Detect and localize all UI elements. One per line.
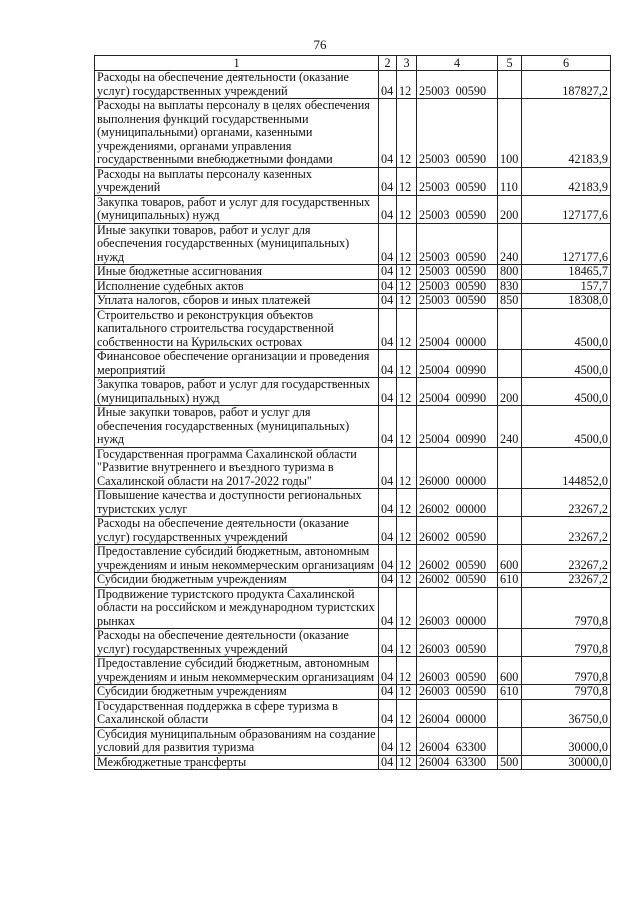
column-header-amount: 6 [522,56,611,71]
row-target-code: 25003 00590 [417,71,498,99]
table-row [95,629,611,657]
table-row [95,167,611,195]
budget-table [94,55,611,770]
row-name: Субсидии бюджетным учреждениям [95,573,379,588]
row-amount: 4500,0 [522,350,611,378]
row-expense-type: 610 [498,685,522,700]
row-name: Государственная программа Сахалинской области "Развитие внутреннего и въездного туризма в Сахалинской области на 2017-2022 годы" [95,447,379,489]
row-expense-type [498,629,522,657]
row-target-code: 25004 00990 [417,350,498,378]
row-target-code: 25004 00000 [417,308,498,350]
row-amount: 127177,6 [522,223,611,265]
row-expense-type: 830 [498,279,522,294]
row-name: Строительство и реконструкция объектов капитального строительства государственной собственности на Курильских островах [95,308,379,350]
row-section: 04 [379,406,397,448]
column-header-section: 2 [379,56,397,71]
row-subsection: 12 [397,587,417,629]
row-target-code: 25004 00990 [417,406,498,448]
row-target-code: 26002 00590 [417,517,498,545]
row-amount: 7970,8 [522,657,611,685]
row-target-code: 25003 00590 [417,294,498,309]
row-expense-type [498,587,522,629]
row-section: 04 [379,587,397,629]
row-expense-type: 610 [498,573,522,588]
column-header-expense-type: 5 [498,56,522,71]
row-section: 04 [379,489,397,517]
table-row [95,517,611,545]
row-section: 04 [379,378,397,406]
row-subsection: 12 [397,71,417,99]
row-section: 04 [379,447,397,489]
row-name: Межбюджетные трансферты [95,755,379,770]
table-body [95,71,611,770]
table-row [95,545,611,573]
table-row [95,223,611,265]
row-subsection: 12 [397,195,417,223]
table-header [95,56,611,71]
table-row [95,308,611,350]
row-name: Финансовое обеспечение организации и проведения мероприятий [95,350,379,378]
row-name: Расходы на выплаты персоналу в целях обеспечения выполнения функций государственными (муниципальными) органами, казенными учреждениями, органами управления государственными внебюджетными фондами [95,99,379,168]
row-target-code: 26004 63300 [417,727,498,755]
row-section: 04 [379,573,397,588]
row-section: 04 [379,727,397,755]
row-subsection: 12 [397,406,417,448]
row-expense-type [498,489,522,517]
row-section: 04 [379,167,397,195]
table-row [95,685,611,700]
row-subsection: 12 [397,99,417,168]
row-target-code: 25003 00590 [417,223,498,265]
row-subsection: 12 [397,294,417,309]
row-name: Расходы на выплаты персоналу казенных учреждений [95,167,379,195]
row-target-code: 26002 00590 [417,573,498,588]
row-expense-type: 110 [498,167,522,195]
table-row [95,489,611,517]
row-section: 04 [379,308,397,350]
row-target-code: 26002 00590 [417,545,498,573]
row-amount: 144852,0 [522,447,611,489]
row-expense-type: 500 [498,755,522,770]
row-amount: 30000,0 [522,727,611,755]
row-expense-type: 240 [498,223,522,265]
row-name: Государственная поддержка в сфере туризма в Сахалинской области [95,699,379,727]
row-expense-type [498,71,522,99]
row-subsection: 12 [397,447,417,489]
row-name: Иные закупки товаров, работ и услуг для обеспечения государственных (муниципальных) нужд [95,406,379,448]
row-expense-type: 600 [498,545,522,573]
row-section: 04 [379,545,397,573]
row-name: Субсидии бюджетным учреждениям [95,685,379,700]
row-subsection: 12 [397,265,417,280]
row-section: 04 [379,517,397,545]
row-section: 04 [379,195,397,223]
row-section: 04 [379,755,397,770]
row-name: Предоставление субсидий бюджетным, автономным учреждениям и иным некоммерческим организациям [95,545,379,573]
table-row [95,279,611,294]
table-row [95,755,611,770]
row-subsection: 12 [397,545,417,573]
row-amount: 157,7 [522,279,611,294]
table-row [95,727,611,755]
row-subsection: 12 [397,223,417,265]
column-header-subsection: 3 [397,56,417,71]
row-section: 04 [379,699,397,727]
row-amount: 42183,9 [522,167,611,195]
row-amount: 127177,6 [522,195,611,223]
row-target-code: 26003 00590 [417,657,498,685]
row-target-code: 26003 00000 [417,587,498,629]
column-header-target-code: 4 [417,56,498,71]
row-subsection: 12 [397,517,417,545]
row-target-code: 25004 00990 [417,378,498,406]
row-amount: 4500,0 [522,308,611,350]
row-expense-type: 800 [498,265,522,280]
table-row [95,406,611,448]
table-row [95,265,611,280]
row-name: Исполнение судебных актов [95,279,379,294]
row-expense-type: 200 [498,195,522,223]
row-amount: 18465,7 [522,265,611,280]
table-row [95,350,611,378]
row-subsection: 12 [397,755,417,770]
row-name: Закупка товаров, работ и услуг для государственных (муниципальных) нужд [95,378,379,406]
table-row [95,378,611,406]
row-subsection: 12 [397,573,417,588]
row-name: Уплата налогов, сборов и иных платежей [95,294,379,309]
row-target-code: 25003 00590 [417,167,498,195]
row-name: Иные закупки товаров, работ и услуг для обеспечения государственных (муниципальных) нужд [95,223,379,265]
row-section: 04 [379,99,397,168]
page-number: 76 [313,37,327,52]
row-name: Закупка товаров, работ и услуг для государственных (муниципальных) нужд [95,195,379,223]
row-target-code: 26002 00000 [417,489,498,517]
row-section: 04 [379,685,397,700]
row-expense-type [498,308,522,350]
row-subsection: 12 [397,279,417,294]
row-amount: 36750,0 [522,699,611,727]
row-amount: 4500,0 [522,406,611,448]
row-target-code: 25003 00590 [417,99,498,168]
row-amount: 23267,2 [522,573,611,588]
table-row [95,447,611,489]
row-amount: 7970,8 [522,629,611,657]
row-expense-type: 200 [498,378,522,406]
row-subsection: 12 [397,699,417,727]
row-expense-type [498,517,522,545]
row-amount: 187827,2 [522,71,611,99]
row-expense-type [498,727,522,755]
table-row [95,573,611,588]
row-subsection: 12 [397,685,417,700]
row-section: 04 [379,265,397,280]
row-amount: 7970,8 [522,587,611,629]
row-subsection: 12 [397,350,417,378]
row-target-code: 26000 00000 [417,447,498,489]
row-section: 04 [379,223,397,265]
row-subsection: 12 [397,378,417,406]
row-name: Иные бюджетные ассигнования [95,265,379,280]
row-name: Продвижение туристского продукта Сахалинской области на российском и международном туристских рынках [95,587,379,629]
row-name: Расходы на обеспечение деятельности (оказание услуг) государственных учреждений [95,517,379,545]
row-amount: 23267,2 [522,489,611,517]
column-header-name: 1 [95,56,379,71]
row-name: Субсидия муниципальным образованиям на создание условий для развития туризма [95,727,379,755]
row-target-code: 25003 00590 [417,279,498,294]
row-amount: 30000,0 [522,755,611,770]
row-expense-type [498,447,522,489]
row-expense-type: 600 [498,657,522,685]
row-section: 04 [379,350,397,378]
row-amount: 18308,0 [522,294,611,309]
row-section: 04 [379,294,397,309]
row-expense-type [498,350,522,378]
row-section: 04 [379,279,397,294]
table-row [95,587,611,629]
row-target-code: 25003 00590 [417,195,498,223]
table-row [95,294,611,309]
row-subsection: 12 [397,629,417,657]
row-amount: 7970,8 [522,685,611,700]
row-name: Расходы на обеспечение деятельности (оказание услуг) государственных учреждений [95,629,379,657]
row-expense-type: 240 [498,406,522,448]
row-expense-type: 100 [498,99,522,168]
row-target-code: 26004 63300 [417,755,498,770]
row-target-code: 26003 00590 [417,685,498,700]
table-row [95,657,611,685]
row-target-code: 26003 00590 [417,629,498,657]
row-section: 04 [379,629,397,657]
row-subsection: 12 [397,167,417,195]
row-subsection: 12 [397,727,417,755]
row-name: Предоставление субсидий бюджетным, автономным учреждениям и иным некоммерческим организациям [95,657,379,685]
row-amount: 23267,2 [522,517,611,545]
row-name: Повышение качества и доступности региональных туристских услуг [95,489,379,517]
row-subsection: 12 [397,657,417,685]
row-amount: 4500,0 [522,378,611,406]
row-subsection: 12 [397,489,417,517]
row-target-code: 25003 00590 [417,265,498,280]
row-expense-type [498,699,522,727]
row-amount: 42183,9 [522,99,611,168]
table-row [95,99,611,168]
row-expense-type: 850 [498,294,522,309]
table-row [95,699,611,727]
row-amount: 23267,2 [522,545,611,573]
row-name: Расходы на обеспечение деятельности (оказание услуг) государственных учреждений [95,71,379,99]
row-section: 04 [379,657,397,685]
row-subsection: 12 [397,308,417,350]
table-row [95,195,611,223]
row-section: 04 [379,71,397,99]
table-row [95,71,611,99]
row-target-code: 26004 00000 [417,699,498,727]
